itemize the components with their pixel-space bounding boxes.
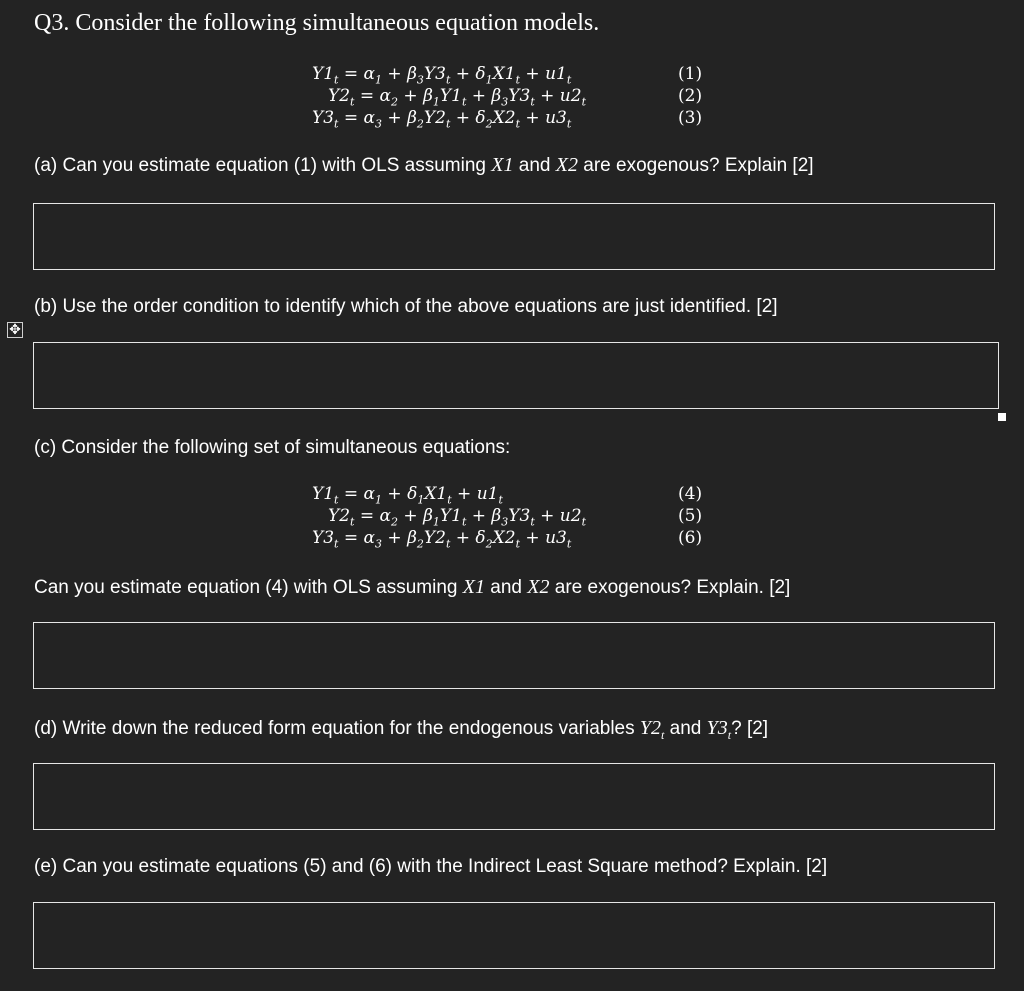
resize-handle-icon[interactable] [998,413,1006,421]
equation-2: $Y2_t = \alpha_2 + \beta_1Y1_t + \beta_3Y3_t + u2_t$ (2) [328,86,703,109]
answer-box-c[interactable] [33,622,995,689]
equation-6: $Y3_t = \alpha_3 + \beta_2Y2_t + \delta_2X2_t + u3_t$ (6) [312,528,703,551]
answer-box-e[interactable] [33,902,995,969]
question-e: (e) Can you estimate equations (5) and (6) with the Indirect Least Square method? Explain. [2] [34,856,828,877]
answer-box-a[interactable] [33,203,995,270]
answer-box-b[interactable] [33,342,999,409]
question-title: Q3. Consider the following simultaneous equation models. [34,10,600,36]
equation-1: $Y1_t = \alpha_1 + \beta_3Y3_t + \delta_1X1_t + u1_t$ (1) [312,64,703,87]
question-d: (d) Write down the reduced form equation for the endogenous variables $Y2_t$ and $Y3_t$? [2] [34,717,769,742]
question-b: (b) Use the order condition to identify which of the above equations are just identified. [2] [34,296,778,317]
answer-box-d[interactable] [33,763,995,830]
equation-number: (3) [678,108,703,128]
equation-3: $Y3_t = \alpha_3 + \beta_2Y2_t + \delta_2X2_t + u3_t$ (3) [312,108,703,131]
equation-number: (4) [678,484,703,504]
equation-5: $Y2_t = \alpha_2 + \beta_1Y1_t + \beta_3Y3_t + u2_t$ (5) [328,506,703,529]
move-handle-icon[interactable]: ✥ [7,322,23,338]
equation-number: (6) [678,528,703,548]
equation-number: (5) [678,506,703,526]
question-c: (c) Consider the following set of simultaneous equations: [34,437,511,458]
equation-4: $Y1_t = \alpha_1 + \delta_1X1_t + u1_t$ (4) [312,484,703,507]
question-c-part-2: Can you estimate equation (4) with OLS assuming X1 and X2 are exogenous? Explain. [2] [34,576,791,598]
question-a: (a) Can you estimate equation (1) with OLS assuming X1 and X2 are exogenous? Explain [2] [34,154,814,176]
equation-number: (2) [678,86,703,106]
equation-number: (1) [678,64,703,84]
